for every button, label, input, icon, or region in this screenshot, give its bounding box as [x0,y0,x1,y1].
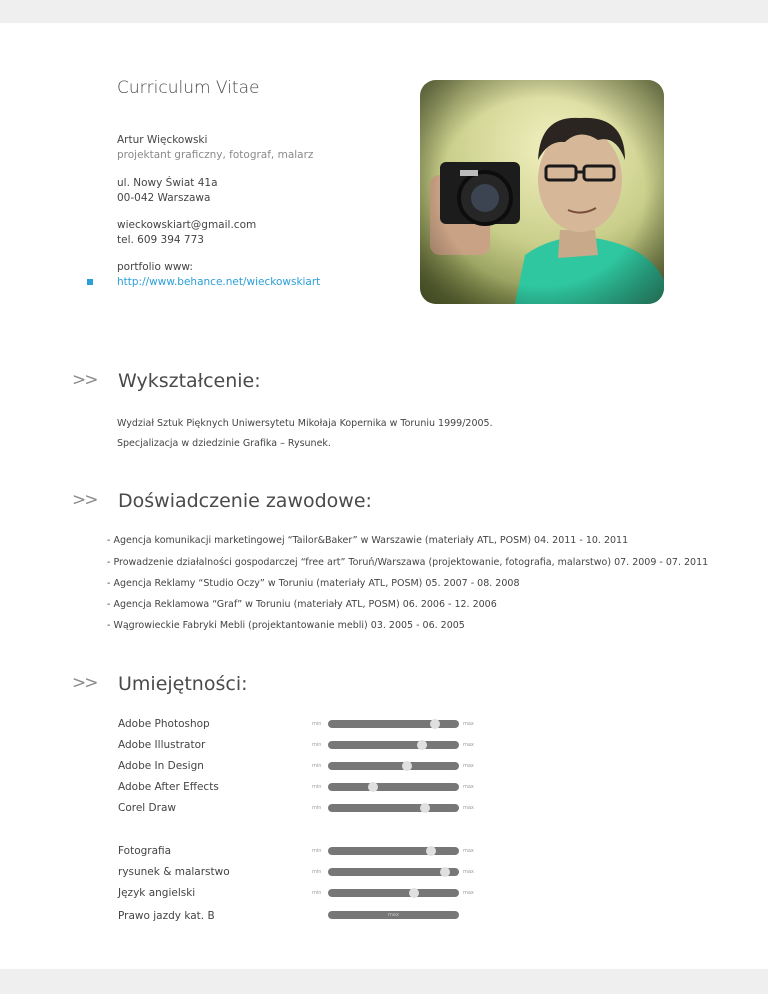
top-band [0,0,768,23]
skill-slider-knob [402,761,412,771]
skill-slider-track [328,783,459,791]
skill-max-label: max [463,784,474,790]
experience-arrow-icon: >> [72,490,97,510]
skill-max-label: max [463,869,474,875]
skill-label: Corel Draw [118,802,176,814]
experience-heading: Doświadczenie zawodowe: [118,490,372,512]
skill-slider-track [328,741,459,749]
portfolio-block [117,260,320,290]
person-role: projektant graficzny, fotograf, malarz [117,149,314,161]
skill-min-label: min [312,869,322,875]
contact-block [117,133,313,163]
experience-item: - Agencja Reklamy “Studio Oczy” w Toruniu (materiały ATL, POSM) 05. 2007 - 08. 2008 [107,578,520,589]
skill-slider-knob [426,846,436,856]
phone-text: tel. 609 394 773 [117,234,204,246]
skill-slider-knob [417,740,427,750]
portfolio-bullet-icon [87,279,93,285]
skill-min-label: min [312,848,322,854]
skill-min-label: min [312,784,322,790]
skill-min-label: min [312,721,322,727]
skill-min-label: min [312,742,322,748]
skill-max-label: max [463,742,474,748]
license-bar [328,911,459,919]
skill-slider-knob [430,719,440,729]
skill-label-license: Prawo jazdy kat. B [118,910,215,922]
skills-heading: Umiejętności: [118,673,248,695]
person-name: Artur Więckowski [117,134,208,146]
skill-slider-knob [368,782,378,792]
portfolio-link[interactable]: http://www.behance.net/wieckowskiart [117,276,321,288]
skill-min-label: min [312,763,322,769]
address-line-2: 00-042 Warszawa [117,192,211,204]
skill-slider-track [328,720,459,728]
skill-label: Adobe After Effects [118,781,219,793]
contact-details [117,218,256,248]
skill-slider-track [328,889,459,897]
portfolio-label: portfolio www: [117,261,193,273]
education-line-1: Wydział Sztuk Pięknych Uniwersytetu Mikołaja Kopernika w Toruniu 1999/2005. [117,418,493,429]
skill-slider-knob [409,888,419,898]
experience-item: - Agencja Reklamowa “Graf” w Toruniu (materiały ATL, POSM) 06. 2006 - 12. 2006 [107,599,497,610]
portrait-photo [420,80,664,304]
skill-label: Adobe Illustrator [118,739,206,751]
skill-slider-track [328,868,459,876]
education-heading: Wykształcenie: [118,370,261,392]
address-block [117,176,218,206]
skill-label: Język angielski [118,887,196,899]
skill-slider-knob [440,867,450,877]
address-line-1: ul. Nowy Świat 41a [117,177,218,189]
skill-max-label: max [463,848,474,854]
skill-slider-knob [420,803,430,813]
skill-max-label: max [463,721,474,727]
skill-max-label: max [463,805,474,811]
skill-label: rysunek & malarstwo [118,866,230,878]
skill-slider-track [328,804,459,812]
education-arrow-icon: >> [72,370,97,390]
portrait-illustration-icon [420,80,664,304]
skill-label: Adobe In Design [118,760,204,772]
skill-min-label: min [312,890,322,896]
skill-min-label: min [312,805,322,811]
skill-max-label: max [463,890,474,896]
skill-label: Adobe Photoshop [118,718,210,730]
experience-item: - Wągrowieckie Fabryki Mebli (projektantowanie mebli) 03. 2005 - 06. 2005 [107,620,465,631]
email-text[interactable]: wieckowskiart@gmail.com [117,219,257,231]
education-line-2: Specjalizacja w dziedzinie Grafika – Rysunek. [117,438,331,449]
page-title: Curriculum Vitae [117,78,260,98]
skill-slider-track [328,847,459,855]
skill-slider-track [328,762,459,770]
license-bar-text: max [388,912,399,918]
experience-item: - Prowadzenie działalności gospodarczej “free art” Toruń/Warszawa (projektowanie, fotografia, malarstwo) 07. 2009 - 07. 2011 [107,557,709,568]
skill-max-label: max [463,763,474,769]
skill-label: Fotografia [118,845,172,857]
bottom-band [0,969,768,994]
experience-item: - Agencja komunikacji marketingowej “Tailor&Baker” w Warszawie (materiały ATL, POSM) 04. 2011 - 10. 2011 [107,535,629,546]
skills-arrow-icon: >> [72,673,97,693]
